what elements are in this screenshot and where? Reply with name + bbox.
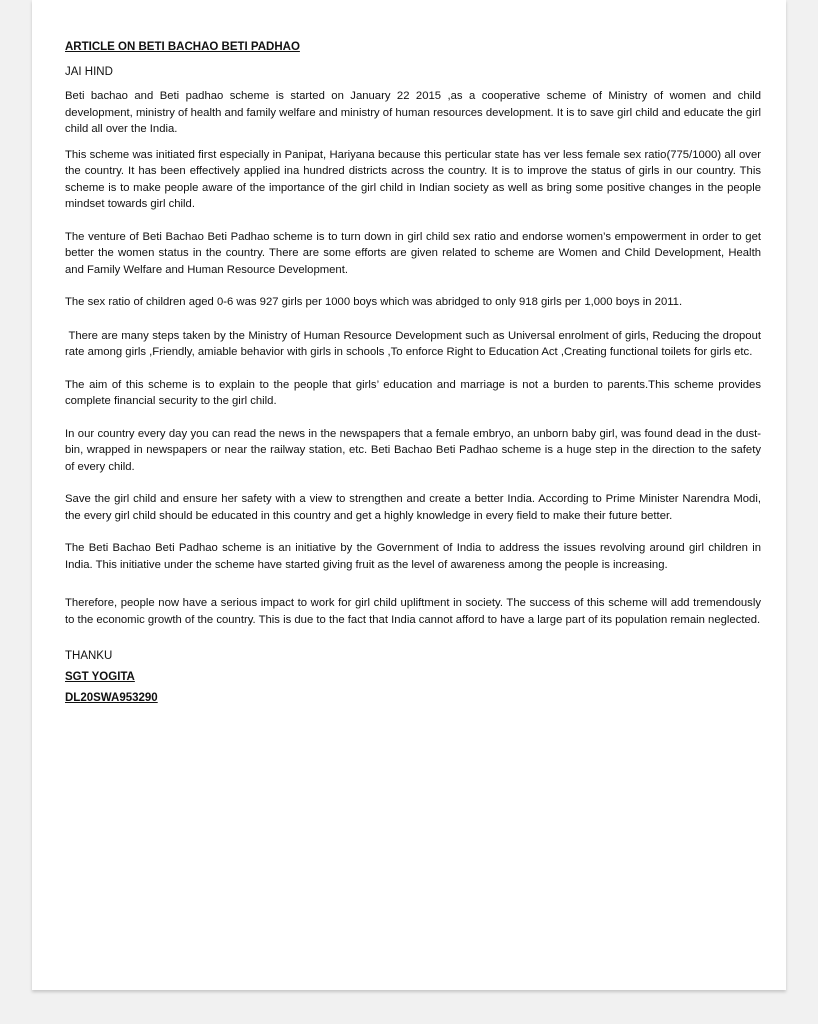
paragraph-6: The aim of this scheme is to explain to the people that girls’ education and marriage is not a burden to parents.This scheme provides complete financial security to the girl child. xyxy=(65,378,761,407)
document-page xyxy=(32,0,786,990)
paragraph-5: There are many steps taken by the Ministry of Human Resource Development such as Universal enrolment of girls, Reducing the dropout rate among girls ,Friendly, amiable behavior with girls in schools ,To enforce Right to Education Act ,Creating functional toilets for girls etc. xyxy=(65,329,765,358)
paragraph-4: The sex ratio of children aged 0-6 was 927 girls per 1000 boys which was abridged to only 918 girls per 1,000 boys in 2011. xyxy=(65,296,683,308)
signature-name: SGT YOGITA xyxy=(65,671,135,683)
signature-id: DL20SWA953290 xyxy=(65,692,158,704)
paragraph-3: The venture of Beti Bachao Beti Padhao scheme is to turn down in girl child sex ratio and endorse women’s empowerment in order to get better the women status in the country. There are some efforts are given related to scheme are Women and Child Development, Health and Family Welfare and Human Resource Development. xyxy=(65,230,761,276)
document-title: ARTICLE ON BETI BACHAO BETI PADHAO xyxy=(65,41,300,53)
closing-text: THANKU xyxy=(65,650,113,662)
paragraph-2: This scheme was initiated first especially in Panipat, Hariyana because this perticular state has ver less female sex ratio(775/1000) all over the country. It has been effectively applied ina hundred districts across the country. It is to improve the status of girls in our country. This scheme is to make people aware of the importance of the girl child in Indian society as well as bring some positive changes in the people mindset towards girl child. xyxy=(65,148,761,210)
paragraph-8: Save the girl child and ensure her safety with a view to strengthen and create a better India. According to Prime Minister Narendra Modi, the every girl child should be educated in this country and get a highly knowledge in every field to make their future better. xyxy=(65,493,761,522)
paragraph-9: The Beti Bachao Beti Padhao scheme is an initiative by the Government of India to address the issues revolving around girl children in India. This initiative under the scheme have started giving fruit as the level of awareness among the people is increasing. xyxy=(65,542,761,571)
paragraph-10: Therefore, people now have a serious impact to work for girl child upliftment in society. The success of this scheme will add tremendously to the economic growth of the country. This is due to the fact that India cannot afford to have a large part of its population remain neglected. xyxy=(65,597,761,626)
paragraph-7: In our country every day you can read the news in the newspapers that a female embryo, an unborn baby girl, was found dead in the dust-bin, wrapped in newspapers or near the railway station, etc. Beti Bachao Beti Padhao scheme is a huge step in the direction to the safety of every child. xyxy=(65,427,761,473)
paragraph-1: Beti bachao and Beti padhao scheme is started on January 22 2015 ,as a cooperative scheme of Ministry of women and child development, ministry of health and family welfare and ministry of human resources development. It is to save girl child and educate the girl child all over the India. xyxy=(65,90,761,135)
greeting-text: JAI HIND xyxy=(65,66,113,78)
